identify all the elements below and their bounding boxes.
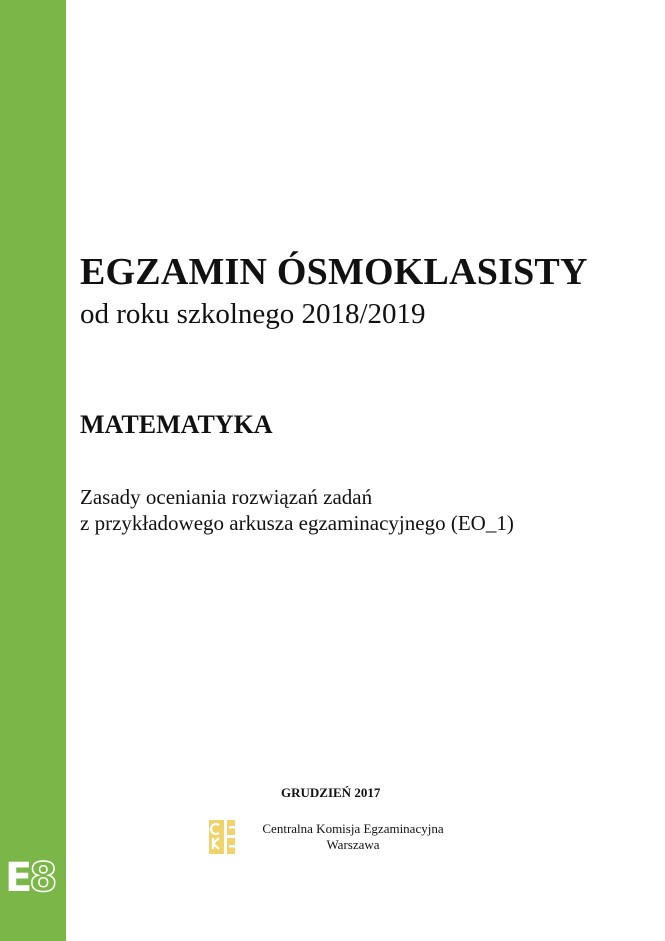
e8-logo-number: 8 (29, 855, 55, 901)
cke-logo-icon (209, 820, 235, 854)
exam-subtitle: od roku szkolnego 2018/2019 (80, 298, 426, 330)
e8-logo (5, 855, 57, 901)
description-line-1: Zasady oceniania rozwiązań zadań (80, 485, 373, 509)
institution-line-1: Centralna Komisja Egzaminacyjna (262, 821, 444, 836)
document-description (80, 484, 514, 536)
sidebar-bar (0, 0, 66, 941)
description-line-2: z przykładowego arkusza egzaminacyjnego (EO_1) (80, 511, 514, 535)
institution-name (258, 821, 448, 853)
subject-heading: MATEMATYKA (80, 410, 273, 439)
publication-date: GRUDZIEŃ 2017 (281, 785, 381, 800)
e8-logo-letter: E (5, 855, 30, 901)
institution-line-2: Warszawa (326, 837, 380, 852)
exam-title: EGZAMIN ÓSMOKLASISTY (80, 251, 588, 293)
